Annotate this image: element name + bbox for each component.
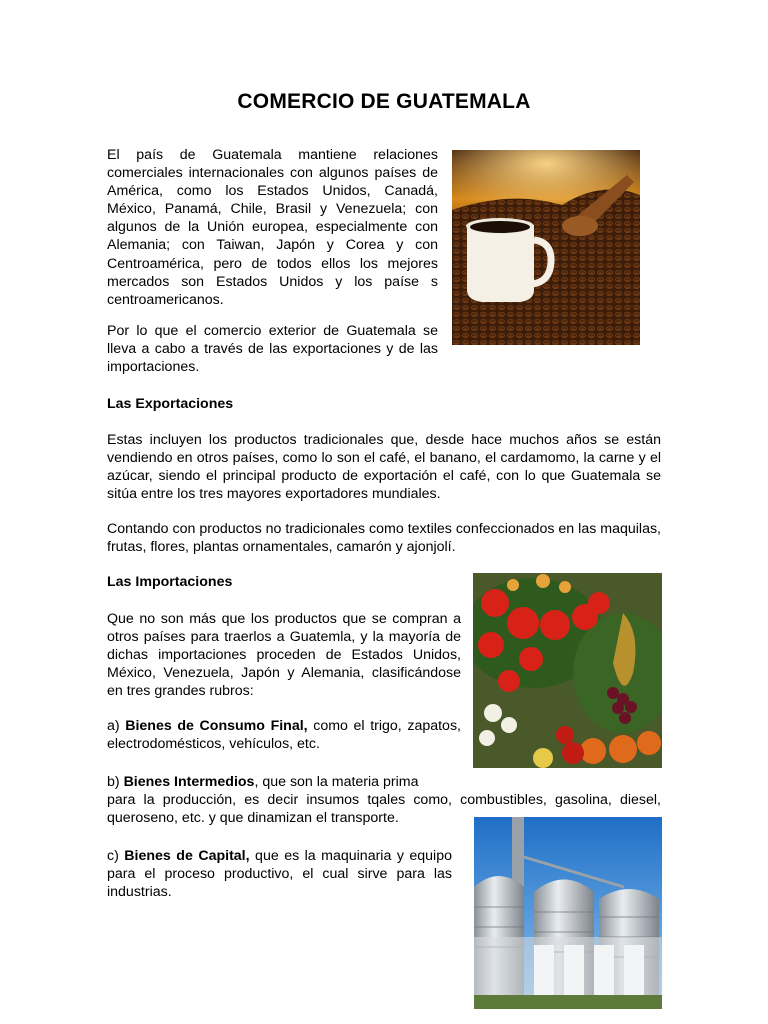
bienes-intermedios-continuation: para la producción, es decir insumos tqales como, combustibles, gasolina, diesel, queroseno, etc. y que dinamizan el transporte. [107,792,661,827]
bienes-capital-term: Bienes de Capital, [124,848,250,864]
exportaciones-heading: Las Exportaciones [107,396,234,412]
page-title: COMERCIO DE GUATEMALA [237,90,531,113]
intro-paragraph: El país de Guatemala mantiene relaciones comerciales internacionales con algunos países de América, como los Estados Unidos, Canadá, México, Panamá, Chile, Brasil y Venezuela; con algunos de la Unión europea, especialmente con Alemania; con Taiwan, Japón y Corea y con Centroamérica, pero de todos ellos los mejores mercados son Estados Unidos y los paíse s centroamericanos. [107,147,438,308]
item-c-text: que es la maquinaria y equipo para el proceso productivo, el cual sirve para las industrias. [107,848,452,901]
bienes-intermedios-item [107,773,461,791]
item-b-text-line1: , que son la materia prima [254,774,419,790]
bienes-capital-item [107,847,452,901]
bienes-consumo-final-term: Bienes de Consumo Final, [125,718,308,734]
importaciones-paragraph: Que no son más que los productos que se compran a otros países para traerlos a Guatemla, y la mayoría de dichas importaciones proceden de Estados Unidos, México, Venezuela, Japón y Alemania, clasificándose en tres grandes rubros: [107,611,461,700]
exportaciones-paragraph-1: Estas incluyen los productos tradicionales que, desde hace muchos años se están vendiendo en otros países, como lo son el café, el banano, el cardamomo, la carne y el azúcar, siendo el principal producto de exportación el café, con lo que Guatemala se sitúa entre los tres mayores exportadores mundiales. [107,432,661,503]
item-b-prefix: b) [107,774,124,790]
comercio-exterior-paragraph: Por lo que el comercio exterior de Guatemala se lleva a cabo a través de las exportaciones y de las importaciones. [107,323,438,376]
bienes-intermedios-term: Bienes Intermedios [123,774,255,790]
silos-image [474,817,662,1009]
item-c-prefix: c) [107,848,125,864]
exportaciones-paragraph-2: Contando con productos no tradicionales como textiles confeccionados en las maquilas, frutas, flores, plantas ornamentales, camarón y ajonjolí. [107,521,661,556]
flowers-image [473,573,662,768]
item-a-text: como el trigo, zapatos, electrodomésticos, vehículos, etc. [107,718,461,753]
importaciones-heading: Las Importaciones [107,574,233,590]
item-a-prefix: a) [107,718,126,734]
coffee-image [452,150,640,345]
bienes-consumo-final-item [107,717,461,753]
